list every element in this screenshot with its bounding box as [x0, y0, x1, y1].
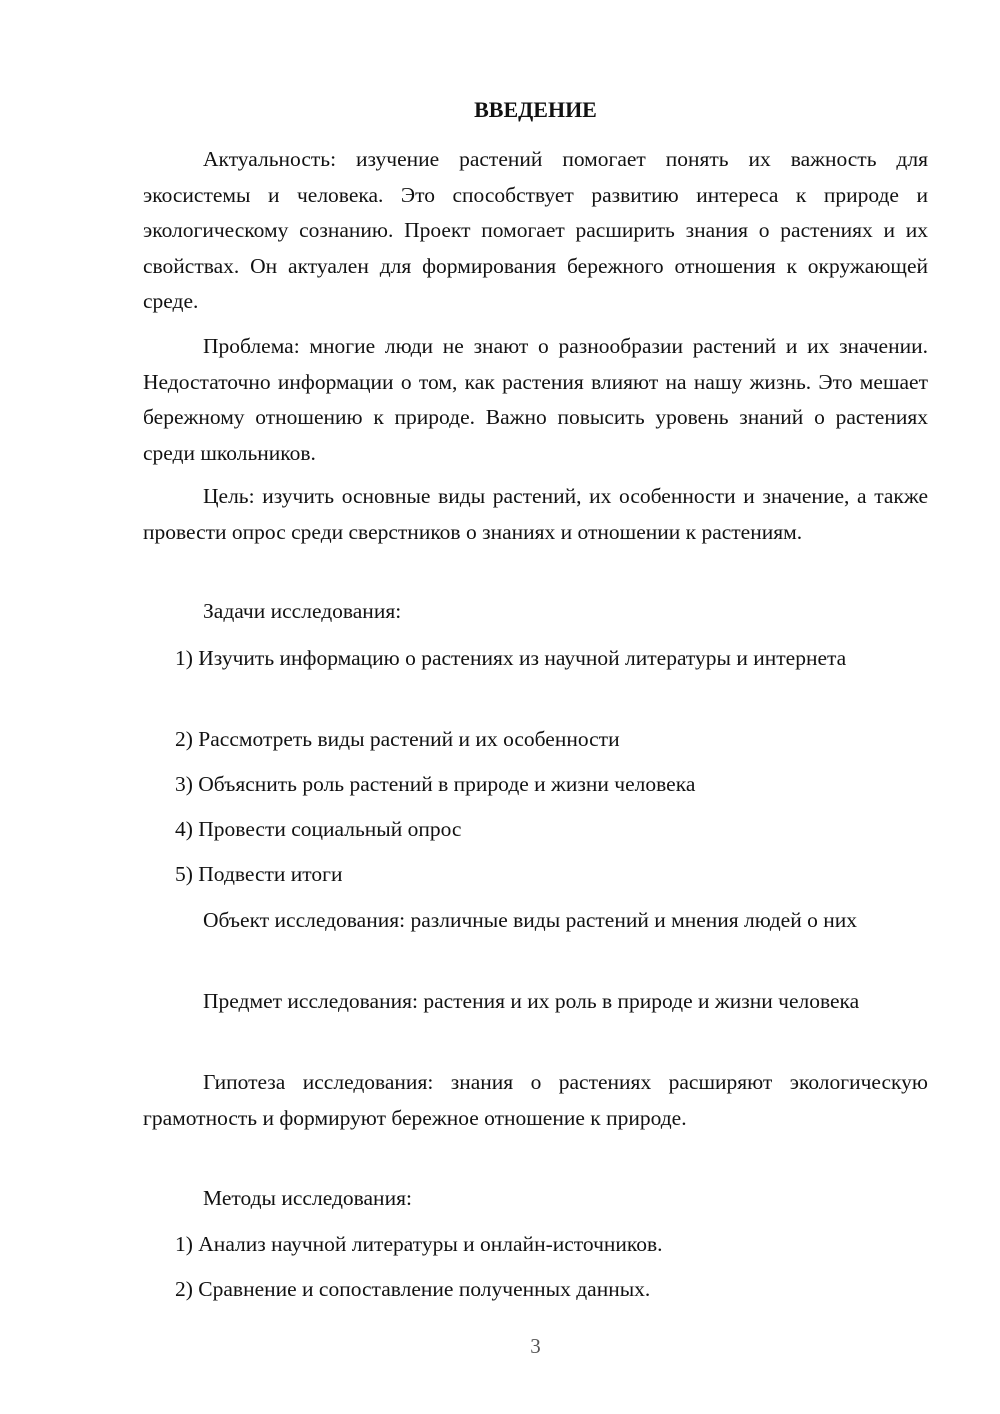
page-title: ВВЕДЕНИЕ	[474, 97, 597, 122]
object-paragraph: Объект исследования: различные виды растений и мнения людей о них	[203, 908, 857, 932]
task-item: 5) Подвести итоги	[175, 862, 343, 886]
method-item: 2) Сравнение и сопоставление полученных данных.	[175, 1277, 651, 1301]
task-item: 4) Провести социальный опрос	[175, 817, 462, 841]
page-number: 3	[530, 1334, 541, 1358]
task-item: 1) Изучить информацию о растениях из научной литературы и интернета	[175, 646, 847, 670]
hypothesis-paragraph: Гипотеза исследования: знания о растениях расширяют экологическую грамотность и формируют бережное отношение к природе.	[143, 1070, 928, 1130]
tasks-heading: Задачи исследования:	[203, 599, 402, 623]
task-item: 2) Рассмотреть виды растений и их особенности	[175, 727, 620, 751]
goal-paragraph: Цель: изучить основные виды растений, их особенности и значение, а также провести опрос среди сверстников о знаниях и отношении к растениям.	[143, 484, 928, 544]
method-item: 1) Анализ научной литературы и онлайн-источников.	[175, 1232, 663, 1256]
problem-paragraph: Проблема: многие люди не знают о разнообразии растений и их значении. Недостаточно информации о том, как растения влияют на нашу жизнь. Это мешает бережному отношению к природе. Важно повысить уровень знаний о растениях среди школьников.	[143, 334, 928, 465]
relevance-paragraph: Актуальность: изучение растений помогает понять их важность для экосистемы и человека. Это способствует развитию интереса к природе и экологическому сознанию. Проект помогает расширить знания о растениях и их свойствах. Он актуален для формирования бережного отношения к окружающей среде.	[143, 147, 928, 313]
task-item: 3) Объяснить роль растений в природе и жизни человека	[175, 772, 696, 796]
subject-paragraph: Предмет исследования: растения и их роль в природе и жизни человека	[203, 989, 860, 1013]
methods-heading: Методы исследования:	[203, 1186, 412, 1210]
